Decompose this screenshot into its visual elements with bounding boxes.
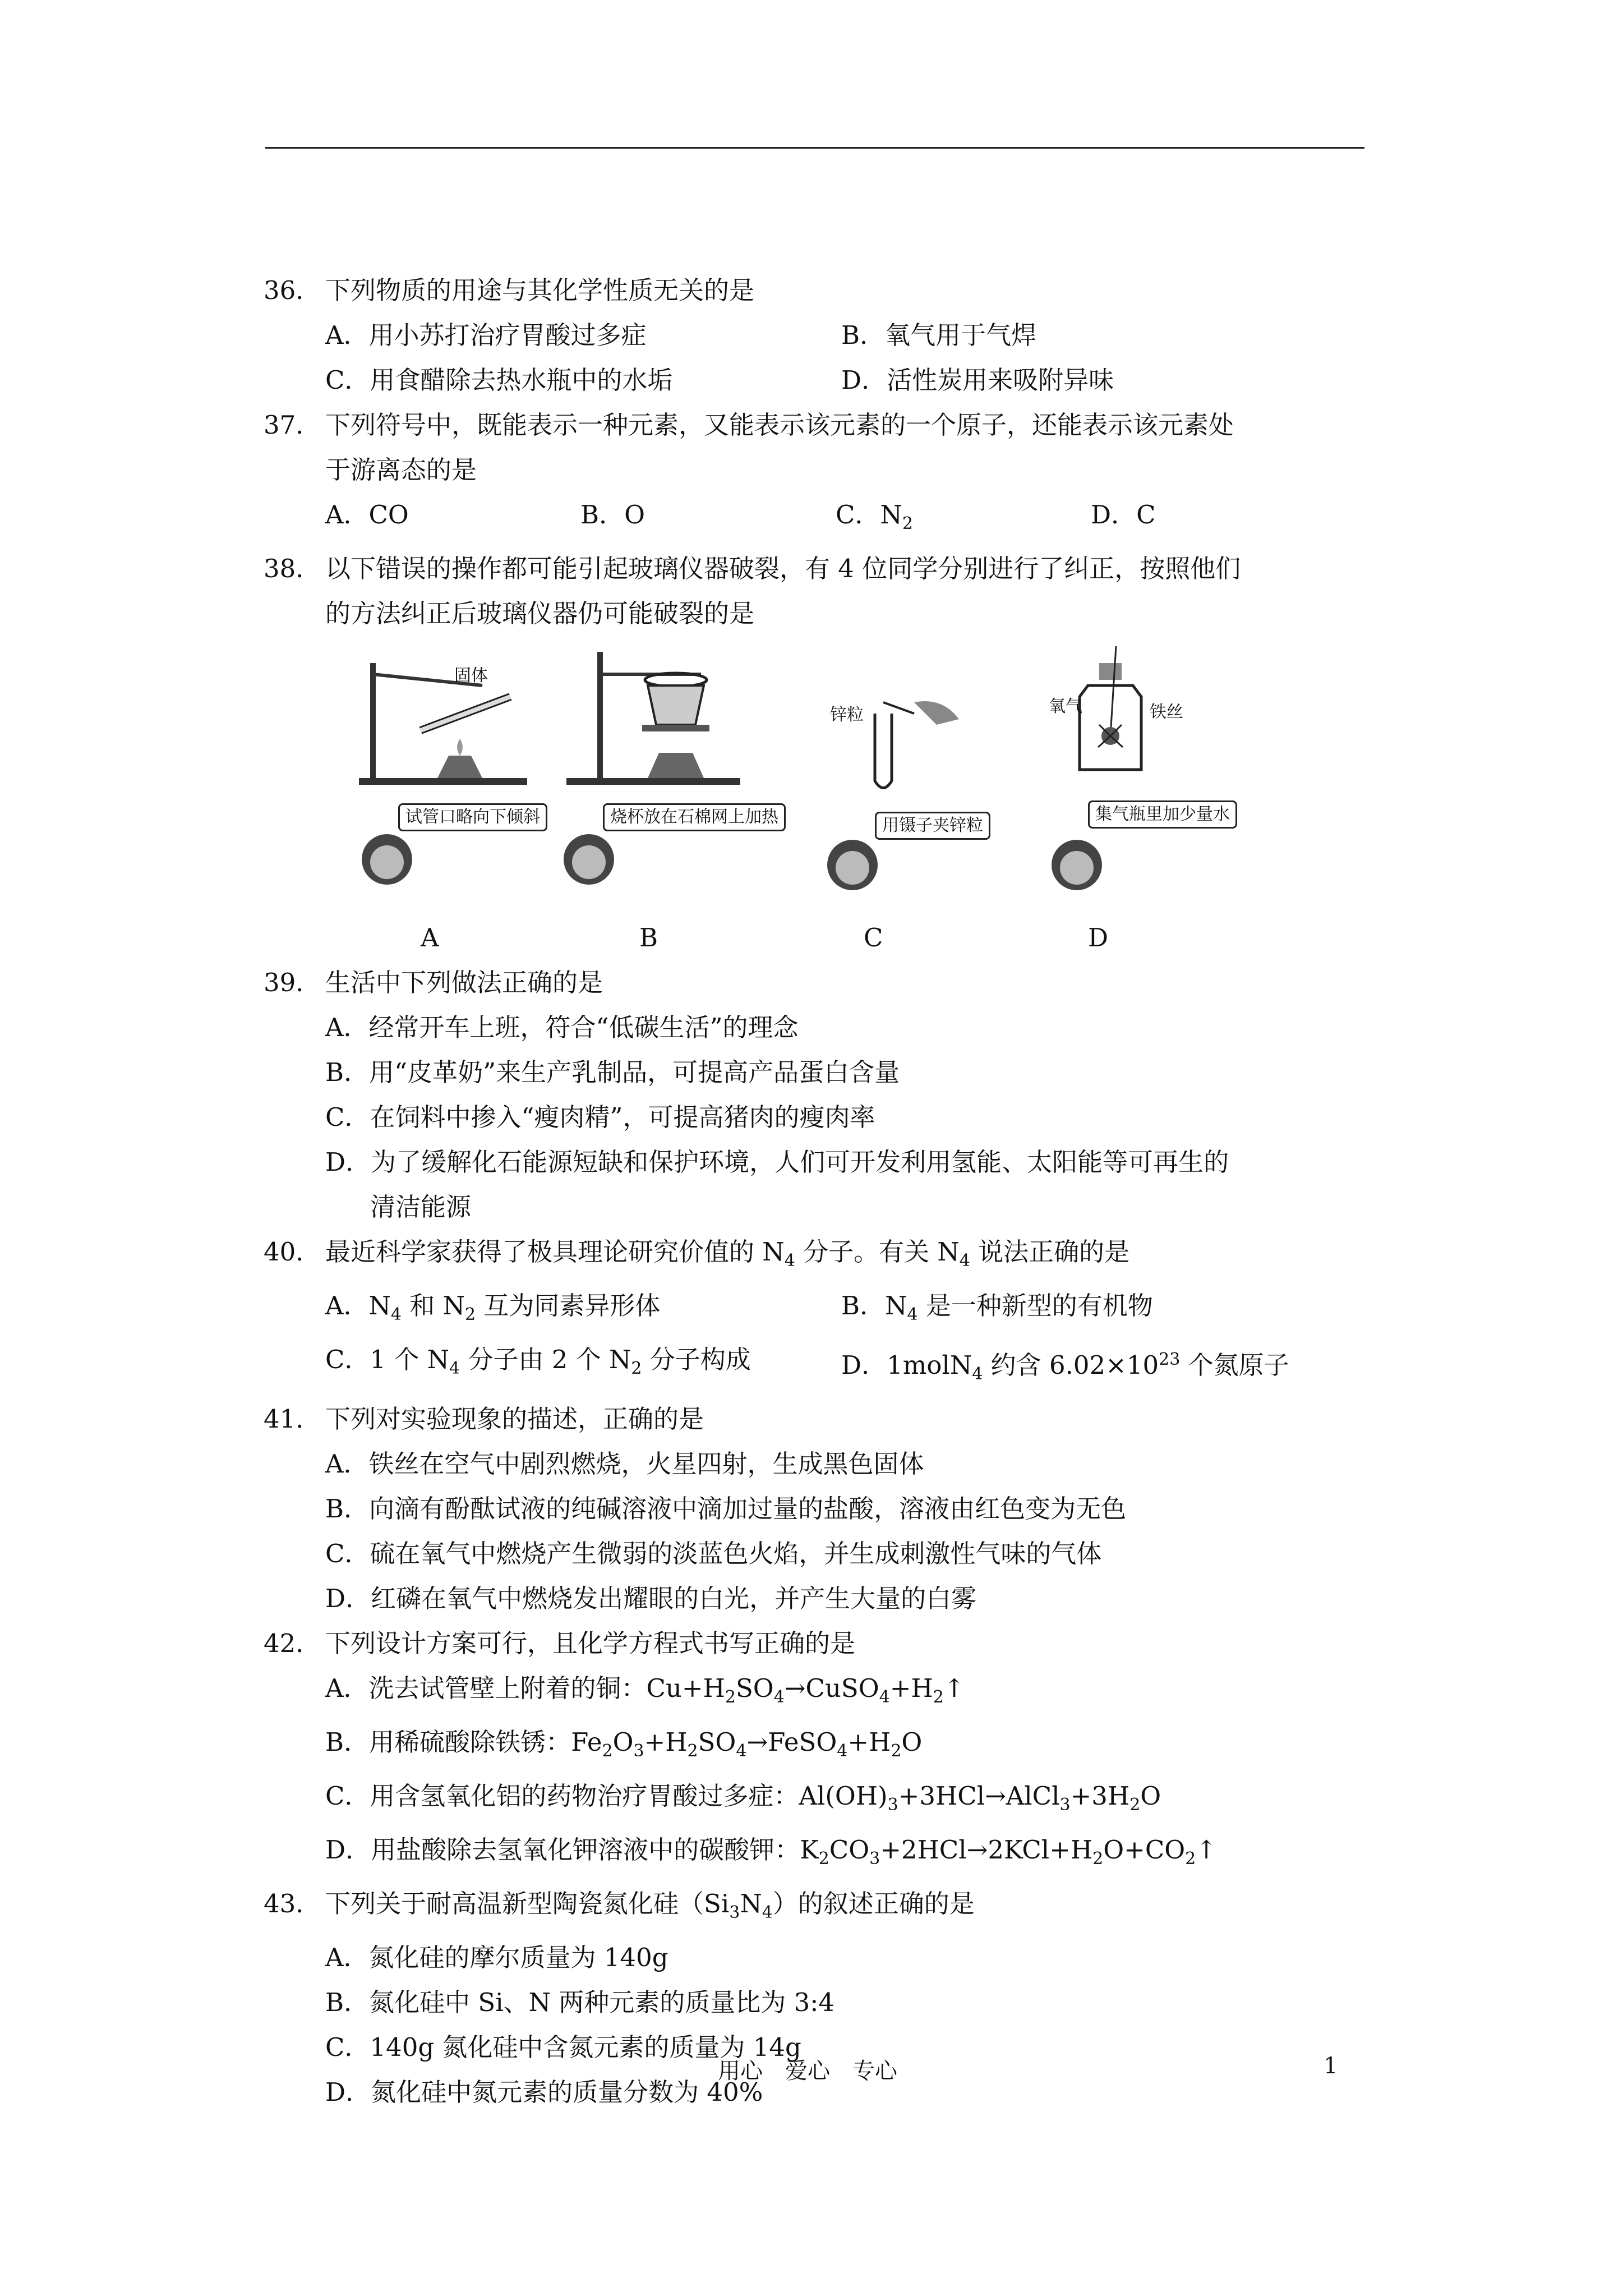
question-38 [264,546,1380,591]
option-d: D．氮化硅中氮元素的质量分数为 40% [325,2077,763,2107]
question-41 [264,1397,1380,1442]
question-number: 36． [264,275,321,305]
option-a: A．用小苏打治疗胃酸过多症 [325,320,647,350]
option-a: A．铁丝在空气中剧烈燃烧，火星四射，生成黑色固体 [325,1449,924,1479]
question-stem: 下列符号中，既能表示一种元素，又能表示该元素的一个原子，还能表示该元素处 [325,410,1234,440]
label-iron-wire: 铁丝 [1150,702,1183,722]
callout-a: 试管口略向下倾斜 [398,803,547,831]
callout-d: 集气瓶里加少量水 [1088,800,1237,829]
page-number: 1 [1324,2053,1338,2079]
option-d: D．红磷在氧气中燃烧发出耀眼的白光，并产生大量的白雾 [325,1584,977,1613]
question-stem: 下列物质的用途与其化学性质无关的是 [325,275,755,305]
question-stem: 下列对实验现象的描述，正确的是 [325,1404,704,1434]
label-solid: 固体 [454,666,488,685]
option-d: D．为了缓解化石能源短缺和保护环境，人们可开发利用氢能、太阳能等可再生的 [325,1147,1229,1177]
option-d: D．C [1091,500,1156,530]
option-b: B．用“皮革奶”来生产乳制品，可提高产品蛋白含量 [325,1057,900,1087]
question-number: 41． [264,1404,321,1434]
question-body [264,268,1380,2115]
option-b: B．氧气用于气焊 [841,320,1037,350]
option-a: A．CO [325,500,409,530]
question-36 [264,268,1380,313]
panel-label-c: C [864,923,883,953]
option-c: C．140g 氮化硅中含氮元素的质量为 14g [325,2032,801,2062]
label-oxygen: 氧气 [1049,697,1082,716]
question-43 [264,1881,1380,1935]
question-stem: 下列关于耐高温新型陶瓷氮化硅$(Si_3N_4)$的叙述正确的是 [325,1889,975,1922]
option-c: C．用食醋除去热水瓶中的水垢 [325,365,673,395]
option-a: A．经常开车上班，符合“低碳生活”的理念 [325,1013,799,1042]
question-number: 42． [264,1628,321,1658]
question-39 [264,960,1380,1005]
question-number: 37． [264,410,321,440]
option-a: A．$N_4$ 和 $N_2$ 互为同素异形体 [325,1291,661,1324]
label-zinc-granules: 锌粒 [830,705,864,725]
iron-wire-in-oxygen-drawing [1043,641,1295,904]
figure-panel-c [791,641,1043,953]
header-rule [265,147,1364,149]
figure-panel-b [544,641,796,953]
options-row [264,313,1380,358]
figure-panel-d [1043,641,1295,953]
tweezers-zinc-drawing [791,641,1043,904]
option-c: C．在饲料中掺入“瘦肉精”，可提高猪肉的瘦肉率 [325,1102,875,1132]
question-stem: 下列设计方案可行，且化学方程式书写正确的是 [325,1628,856,1658]
question-42 [264,1621,1380,1666]
option-d: D．活性炭用来吸附异味 [841,365,1114,395]
option-c: C．用含氢氧化铝的药物治疗胃酸过多症：$Al(OH)_3+3HCl\to AlCl_3+3H_2O$ [325,1781,1161,1815]
question-number: 40． [264,1237,321,1267]
panel-label-b: B [639,923,658,953]
option-c: C．$N_2$ [836,500,913,533]
options-row [264,1283,1380,1337]
option-b: B．用稀硫酸除铁锈：$Fe_2O_3+H_2SO_4\to FeSO_4+H_2O$ [325,1727,923,1761]
question-number: 43． [264,1889,321,1918]
option-a: A．洗去试管壁上附着的铜：$Cu+H_2SO_4\to CuSO_4+H_2↑$ [325,1673,965,1707]
option-c: C．硫在氧气中燃烧产生微弱的淡蓝色火焰，并生成刺激性气味的气体 [325,1539,1102,1568]
panel-label-a: A [421,923,439,953]
question-40 [264,1230,1380,1283]
callout-c: 用镊子夹锌粒 [875,812,990,840]
option-b: B．O [580,500,645,530]
question-stem: 最近科学家获得了极具理论研究价值的 $N_4$ 分子。有关 $N_4$ 说法正确的是 [325,1237,1130,1271]
beaker-on-gauze-drawing [544,641,796,904]
option-b: B．向滴有酚酞试液的纯碱溶液中滴加过量的盐酸，溶液由红色变为无色 [325,1494,1127,1524]
option-d: D．1molN$_4$ 约含 $6.02\times 10^{23}$ 个氮原子 [841,1350,1289,1384]
footer-motto: 用心 爱心 专心 [718,2058,897,2084]
question-stem: 以下错误的操作都可能引起玻璃仪器破裂，有 4 位同学分别进行了纠正，按照他们 [325,554,1241,583]
options-row [264,358,1380,403]
options-row [264,1337,1380,1397]
question-stem: 生活中下列做法正确的是 [325,968,603,997]
question-37 [264,403,1380,448]
option-c: C．1 个 $N_4$ 分子由 2 个 $N_2$ 分子构成 [325,1345,751,1378]
option-a: A．氮化硅的摩尔质量为 140g [325,1943,668,1972]
option-d-continued: 清洁能源 [370,1192,472,1222]
question-number: 38． [264,554,321,583]
panel-label-d: D [1088,923,1109,953]
options-row [264,493,1380,546]
option-b: B．氮化硅中 Si、N 两种元素的质量比为 3:4 [325,1987,834,2017]
option-b: B．$N_4$ 是一种新型的有机物 [841,1291,1153,1324]
question-number: 39． [264,968,321,997]
question-stem-continued: 于游离态的是 [325,455,477,485]
callout-b: 烧杯放在石棉网上加热 [603,803,786,831]
question-stem-continued: 的方法纠正后玻璃仪器仍可能破裂的是 [325,599,755,628]
option-d: D．用盐酸除去氢氧化钾溶液中的碳酸钾：$K_2CO_3+2HCl\to 2KCl+H_2O+CO_2↑$ [325,1835,1217,1869]
lab-operations-figure [342,641,1380,955]
